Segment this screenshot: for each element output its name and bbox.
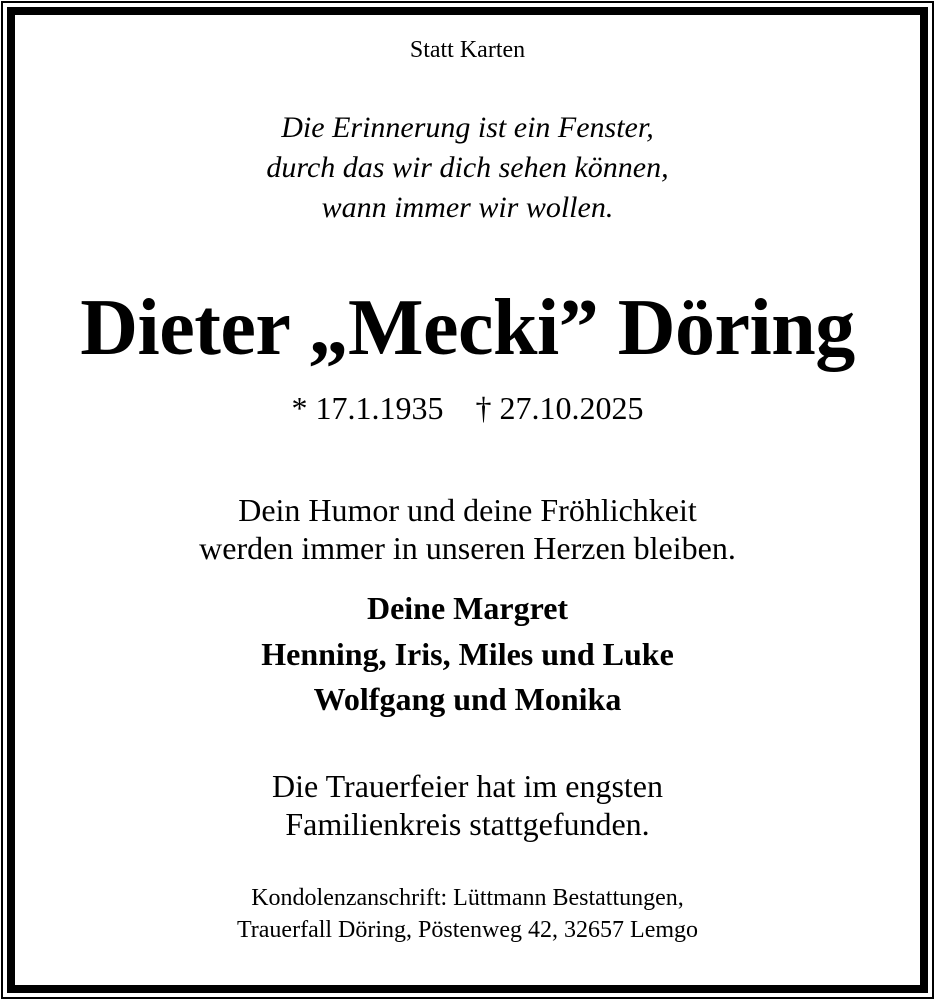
birth-date: * 17.1.1935	[291, 390, 444, 426]
message-line-2: werden immer in unseren Herzen bleiben.	[199, 530, 736, 566]
header-text: Statt Karten	[409, 37, 526, 63]
message-line-1: Dein Humor und deine Fröhlichkeit	[238, 492, 697, 528]
quote-line-2: durch das wir dich sehen können,	[266, 151, 669, 184]
quote-line-1: Die Erinnerung ist ein Fenster,	[281, 111, 654, 144]
death-date: † 27.10.2025	[475, 390, 644, 426]
funeral-line-2: Familienkreis stattgefunden.	[285, 806, 650, 842]
mourner-3: Wolfgang und Monika	[313, 681, 622, 717]
quote-line-3: wann immer wir wollen.	[321, 191, 614, 224]
condolence-line-1: Kondolenzanschrift: Lüttmann Bestattungen,	[251, 885, 684, 911]
funeral-line-1: Die Trauerfeier hat im engsten	[272, 768, 663, 804]
condolence-line-2: Trauerfall Döring, Pöstenweg 42, 32657 Lemgo	[236, 917, 699, 943]
mourner-2: Henning, Iris, Miles und Luke	[261, 636, 674, 672]
mourner-1: Deine Margret	[366, 590, 569, 626]
deceased-name: Dieter „Mecki” Döring	[80, 284, 855, 372]
life-dates	[0, 390, 935, 427]
